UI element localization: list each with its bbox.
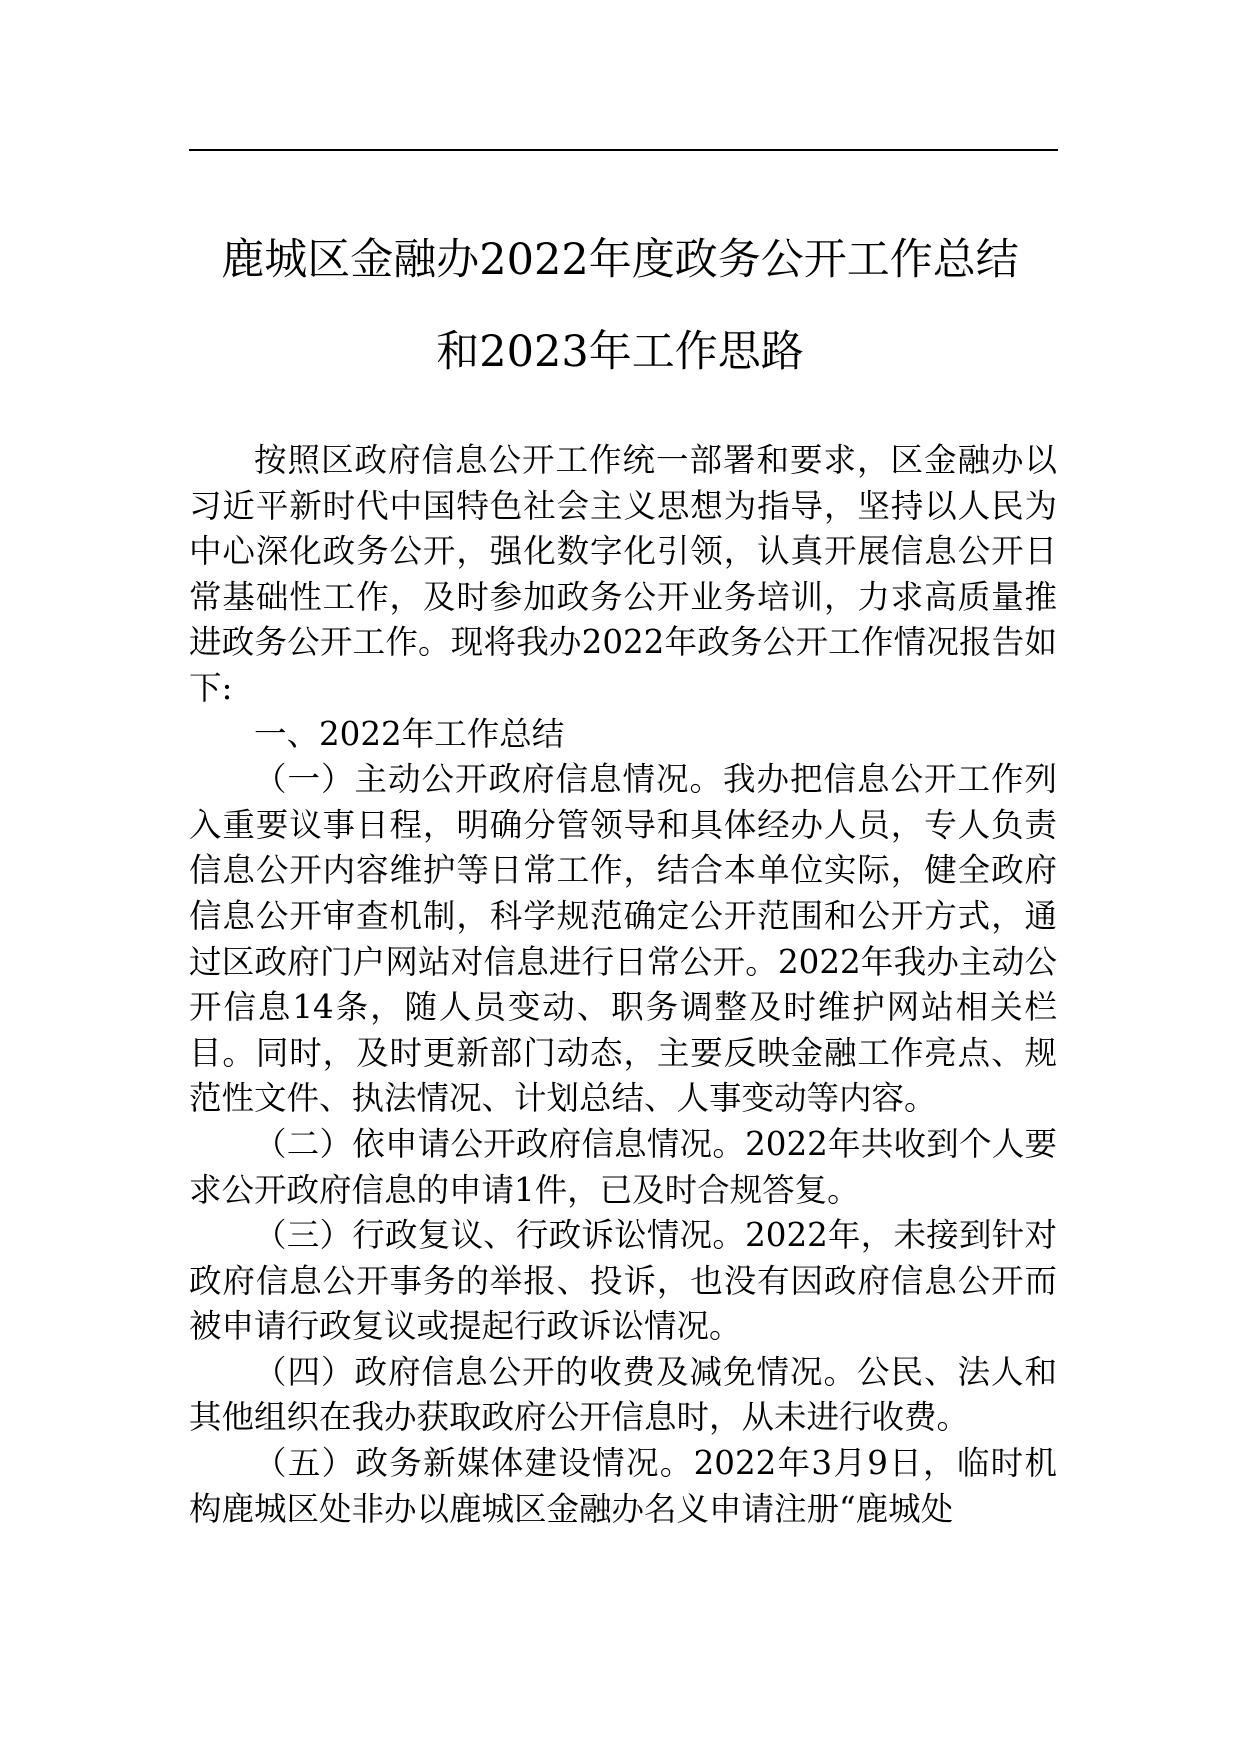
paragraph-administrative-review: （三）行政复议、行政诉讼情况。2022年，未接到针对政府信息公开事务的举报、投诉，也没有因政府信息公开而被申请行政复议或提起行政诉讼情况。: [189, 1216, 1057, 1346]
paragraph-proactive-disclosure: （一）主动公开政府信息情况。我办把信息公开工作列入重要议事日程，明确分管领导和具体经办人员，专人负责信息公开内容维护等日常工作，结合本单位实际，健全政府信息公开审查机制，科学规范确定公开范围和公开方式，通过区政府门户网站对信息进行日常公开。2022年我办主动公开信息14条，随人员变动、职务调整及时维护网站相关栏目。同时，及时更新部门动态，主要反映金融工作亮点、规范性文件、执法情况、计划总结、人事变动等内容。: [189, 760, 1057, 1118]
paragraph-new-media: （五）政务新媒体建设情况。2022年3月9日，临时机构鹿城区处非办以鹿城区金融办名义申请注册“鹿城处: [189, 1444, 1057, 1528]
document-title-line-2: 和2023年工作思路: [436, 327, 804, 377]
document-body: [189, 438, 1057, 1532]
paragraph-application-disclosure: （二）依申请公开政府信息情况。2022年共收到个人要求公开政府信息的申请1件，已及时合规答复。: [189, 1124, 1057, 1209]
section-heading-2022-summary: 一、2022年工作总结: [254, 714, 565, 753]
header-rule: [189, 149, 1058, 151]
document-title-line-1: 鹿城区金融办2022年度政务公开工作总结: [221, 235, 1019, 285]
intro-paragraph: 按照区政府信息公开工作统一部署和要求，区金融办以习近平新时代中国特色社会主义思想为指导，坚持以人民为中心深化政务公开，强化数字化引领，认真开展信息公开日常基础性工作，及时参加政务公开业务培训，力求高质量推进政务公开工作。现将我办2022年政务公开工作情况报告如下:: [189, 441, 1057, 707]
paragraph-fees: （四）政府信息公开的收费及减免情况。公民、法人和其他组织在我办获取政府公开信息时，从未进行收费。: [189, 1352, 1057, 1437]
